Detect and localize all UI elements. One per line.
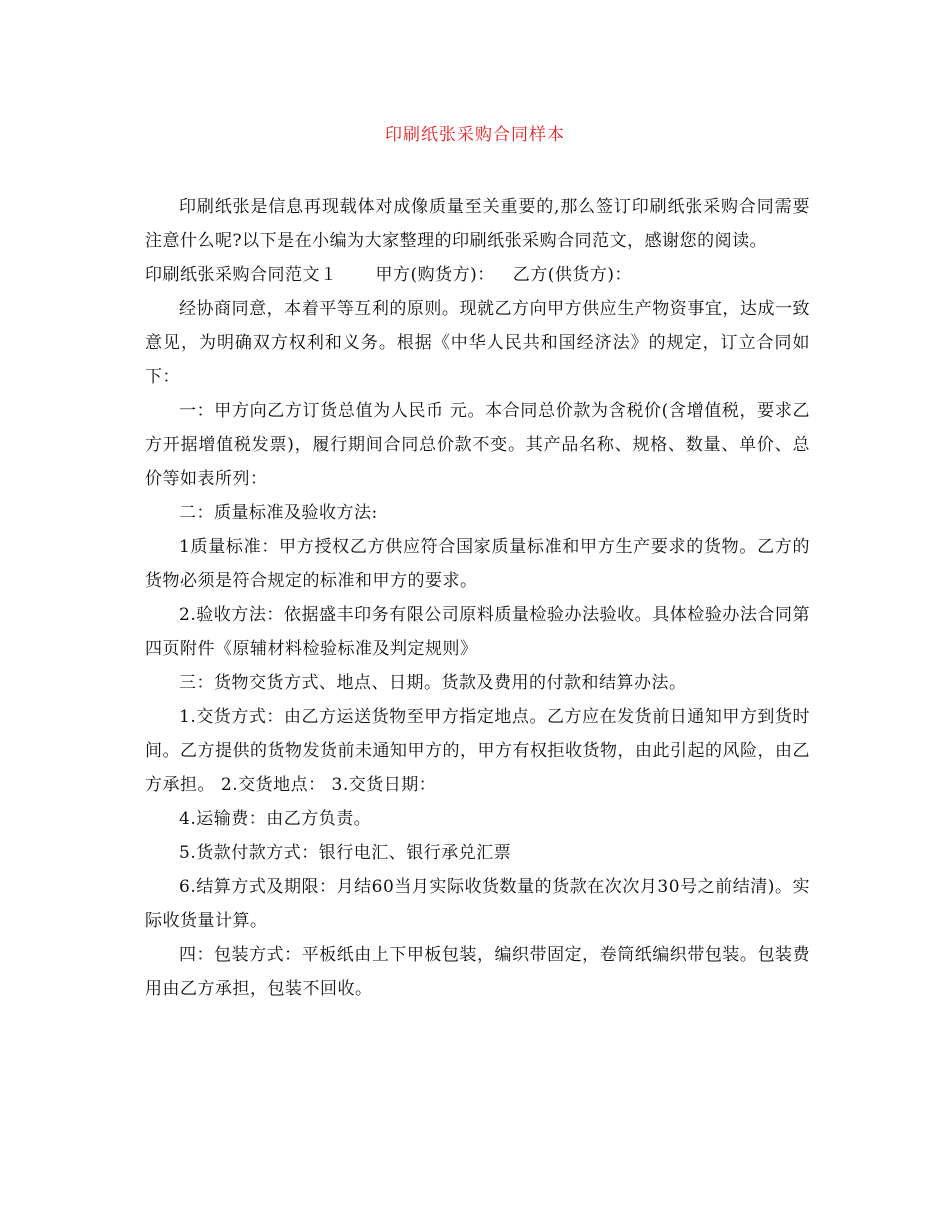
clause-agreement: 经协商同意，本着平等互利的原则。现就乙方向甲方供应生产物资事宜，达成一致意见，为明确双方权利和义务。根据《中华人民共和国经济法》的规定，订立合同如下： [145, 299, 810, 387]
document-title: 印刷纸张采购合同样本 [385, 125, 565, 145]
delivery-method: 1.交货方式：由乙方运送货物至甲方指定地点。乙方应在发货前日通知甲方到货时间。乙方提供的货物发货前未通知甲方的，甲方有权拒收货物，由此引起的风险，由乙方承担。 [145, 707, 810, 795]
document-body [145, 190, 810, 1006]
intro-paragraph: 印刷纸张是信息再现载体对成像质量至关重要的,那么签订印刷纸张采购合同需要注意什么呢?以下是在小编为大家整理的印刷纸张采购合同范文，感谢您的阅读。 [145, 197, 810, 251]
clause-two-acceptance: 2.验收方法：依据盛丰印务有限公司原料质量检验办法验收。具体检验办法合同第四页附件《原辅材料检验标准及判定规则》 [145, 605, 810, 659]
party-a-label: 甲方(购货方)： [375, 265, 495, 285]
party-b-label: 乙方(供货方)： [512, 265, 633, 285]
sample-label: 印刷纸张采购合同范文１ [145, 265, 338, 285]
clause-one: 一：甲方向乙方订货总值为人民币 元。本合同总价款为含税价(含增值税，要求乙方开据增值税发票)，履行期间合同总价款不变。其产品名称、规格、数量、单价、总价等如表所列： [145, 401, 810, 489]
clause-three: 三：货物交货方式、地点、日期。货款及费用的付款和结算办法。 [179, 673, 687, 693]
delivery-date: 3.交货日期： [331, 775, 437, 795]
clause-two-quality: 1质量标准：甲方授权乙方供应符合国家质量标准和甲方生产要求的货物。乙方的货物必须是符合规定的标准和甲方的要求。 [145, 537, 810, 591]
clause-three-freight: 4.运输费：由乙方负责。 [179, 809, 372, 829]
clause-three-settlement: 6.结算方式及期限：月结60当月实际收货数量的货款在次次月30号之前结清)。实际收货量计算。 [145, 877, 810, 931]
clause-three-payment: 5.货款付款方式：银行电汇、银行承兑汇票 [179, 843, 512, 863]
clause-two: 二：质量标准及验收方法: [179, 503, 378, 523]
clause-three-delivery [145, 700, 810, 802]
delivery-place: 2.交货地点： [220, 775, 326, 795]
clause-four: 四：包装方式：平板纸由上下甲板包装，编织带固定，卷筒纸编织带包装。包装费用由乙方承担，包装不回收。 [145, 945, 810, 999]
sample-header [145, 258, 810, 292]
